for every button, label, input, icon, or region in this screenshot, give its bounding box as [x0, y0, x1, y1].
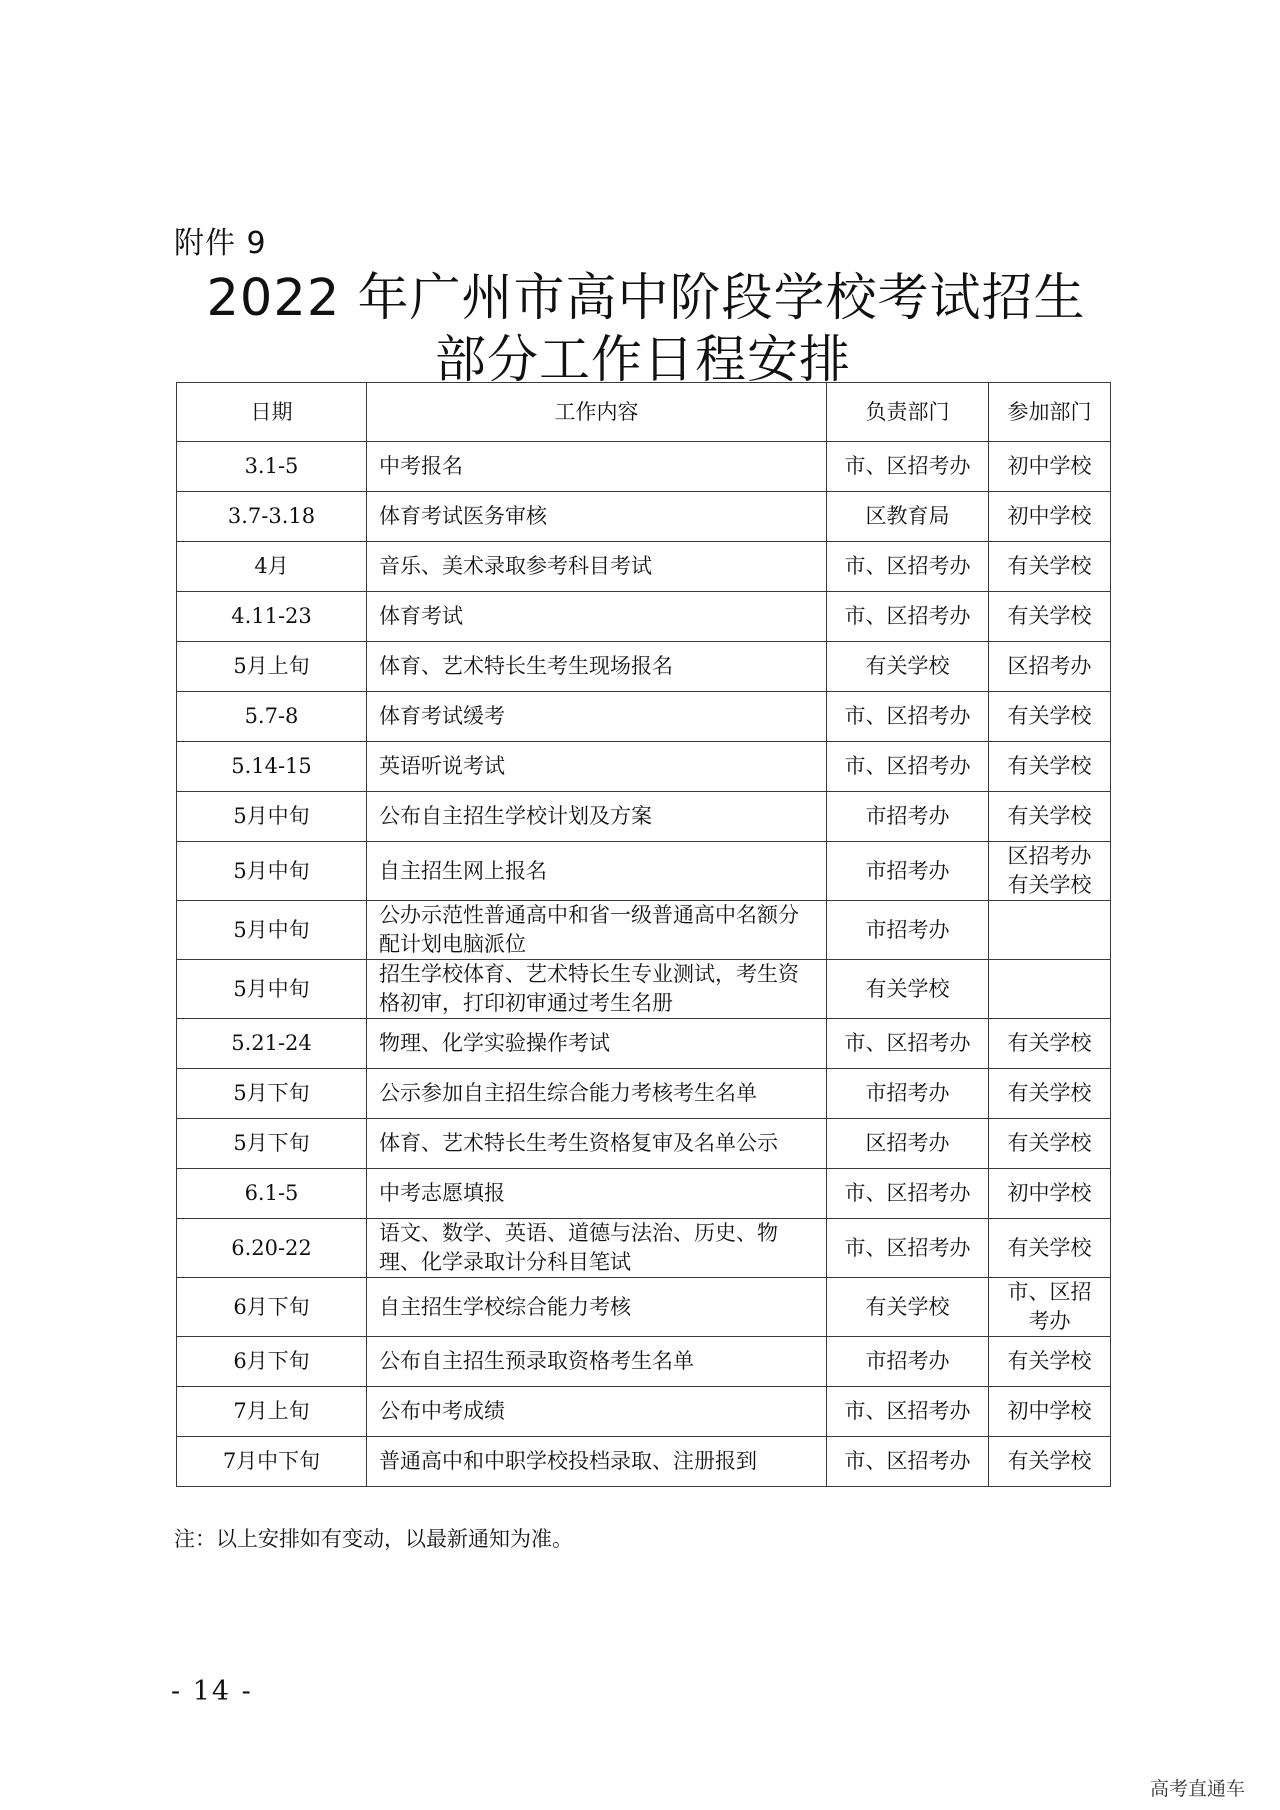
cell-participating: 有关学校 — [989, 1219, 1111, 1278]
cell-task: 招生学校体育、艺术特长生专业测试，考生资格初审，打印初审通过考生名册 — [367, 960, 827, 1019]
cell-date: 4.11-23 — [177, 592, 367, 642]
cell-responsible: 市、区招考办 — [827, 442, 989, 492]
schedule-body — [177, 442, 1111, 1487]
cell-participating: 有关学校 — [989, 742, 1111, 792]
cell-participating: 初中学校 — [989, 1169, 1111, 1219]
cell-date: 6月下旬 — [177, 1278, 367, 1337]
cell-participating: 市、区招考办 — [989, 1278, 1111, 1337]
cell-date: 3.1-5 — [177, 442, 367, 492]
cell-responsible: 市、区招考办 — [827, 542, 989, 592]
table-header-row — [177, 383, 1111, 442]
cell-date: 5月下旬 — [177, 1069, 367, 1119]
cell-date: 3.7-3.18 — [177, 492, 367, 542]
cell-date: 6月下旬 — [177, 1337, 367, 1387]
cell-participating: 有关学校 — [989, 792, 1111, 842]
cell-participating: 初中学校 — [989, 442, 1111, 492]
cell-date: 4月 — [177, 542, 367, 592]
cell-participating: 有关学校 — [989, 1119, 1111, 1169]
table-row — [177, 960, 1111, 1019]
cell-participating — [989, 901, 1111, 960]
cell-task: 体育考试 — [367, 592, 827, 642]
attachment-label: 附件 9 — [174, 226, 267, 261]
cell-responsible: 有关学校 — [827, 1278, 989, 1337]
cell-date: 5月中旬 — [177, 842, 367, 901]
table-row — [177, 1219, 1111, 1278]
cell-responsible: 市、区招考办 — [827, 1387, 989, 1437]
cell-responsible: 市、区招考办 — [827, 592, 989, 642]
header-responsible: 负责部门 — [827, 383, 989, 442]
cell-participating: 初中学校 — [989, 1387, 1111, 1437]
cell-task: 公布自主招生预录取资格考生名单 — [367, 1337, 827, 1387]
cell-participating: 有关学校 — [989, 1019, 1111, 1069]
cell-date: 7月上旬 — [177, 1387, 367, 1437]
cell-task: 公布自主招生学校计划及方案 — [367, 792, 827, 842]
cell-task: 公办示范性普通高中和省一级普通高中名额分配计划电脑派位 — [367, 901, 827, 960]
cell-participating: 有关学校 — [989, 1337, 1111, 1387]
cell-responsible: 市招考办 — [827, 1337, 989, 1387]
cell-task: 中考志愿填报 — [367, 1169, 827, 1219]
cell-date: 5.14-15 — [177, 742, 367, 792]
table-row — [177, 1337, 1111, 1387]
table-row — [177, 1387, 1111, 1437]
cell-date: 5.7-8 — [177, 692, 367, 742]
cell-date: 5月下旬 — [177, 1119, 367, 1169]
cell-task: 英语听说考试 — [367, 742, 827, 792]
cell-date: 7月中下旬 — [177, 1437, 367, 1487]
cell-task: 物理、化学实验操作考试 — [367, 1019, 827, 1069]
cell-task: 自主招生网上报名 — [367, 842, 827, 901]
cell-responsible: 市、区招考办 — [827, 1219, 989, 1278]
cell-responsible: 市招考办 — [827, 842, 989, 901]
cell-responsible: 市、区招考办 — [827, 692, 989, 742]
cell-date: 5月中旬 — [177, 901, 367, 960]
header-date: 日期 — [177, 383, 367, 442]
cell-responsible: 市、区招考办 — [827, 1437, 989, 1487]
cell-responsible: 市、区招考办 — [827, 1019, 989, 1069]
cell-responsible: 区教育局 — [827, 492, 989, 542]
table-row — [177, 901, 1111, 960]
table-row — [177, 792, 1111, 842]
table-row — [177, 1437, 1111, 1487]
document-title-line-1: 2022 年广州市高中阶段学校考试招生 — [206, 269, 1086, 328]
table-row — [177, 1119, 1111, 1169]
cell-participating: 有关学校 — [989, 592, 1111, 642]
cell-task: 体育考试医务审核 — [367, 492, 827, 542]
page-number: - 14 - — [171, 1676, 253, 1707]
header-task: 工作内容 — [367, 383, 827, 442]
cell-participating: 有关学校 — [989, 692, 1111, 742]
header-participating: 参加部门 — [989, 383, 1111, 442]
cell-date: 5月中旬 — [177, 960, 367, 1019]
cell-task: 中考报名 — [367, 442, 827, 492]
cell-participating — [989, 960, 1111, 1019]
cell-responsible: 市招考办 — [827, 901, 989, 960]
cell-participating: 有关学校 — [989, 542, 1111, 592]
cell-responsible: 市招考办 — [827, 1069, 989, 1119]
cell-task: 音乐、美术录取参考科目考试 — [367, 542, 827, 592]
table-row — [177, 1069, 1111, 1119]
table-row — [177, 492, 1111, 542]
cell-task: 体育考试缓考 — [367, 692, 827, 742]
cell-task: 普通高中和中职学校投档录取、注册报到 — [367, 1437, 827, 1487]
document-title-line-2: 部分工作日程安排 — [434, 331, 851, 390]
cell-date: 6.20-22 — [177, 1219, 367, 1278]
cell-task: 语文、数学、英语、道德与法治、历史、物理、化学录取计分科目笔试 — [367, 1219, 827, 1278]
table-row — [177, 542, 1111, 592]
cell-date: 5.21-24 — [177, 1019, 367, 1069]
table-row — [177, 742, 1111, 792]
cell-task: 自主招生学校综合能力考核 — [367, 1278, 827, 1337]
table-row — [177, 642, 1111, 692]
table-row — [177, 692, 1111, 742]
cell-participating: 有关学校 — [989, 1437, 1111, 1487]
cell-participating: 有关学校 — [989, 1069, 1111, 1119]
cell-participating: 区招考办 有关学校 — [989, 842, 1111, 901]
table-row — [177, 1019, 1111, 1069]
table-row — [177, 592, 1111, 642]
table-row — [177, 1278, 1111, 1337]
table-row — [177, 442, 1111, 492]
cell-responsible: 市、区招考办 — [827, 1169, 989, 1219]
cell-task: 体育、艺术特长生考生资格复审及名单公示 — [367, 1119, 827, 1169]
cell-date: 5月上旬 — [177, 642, 367, 692]
cell-date: 6.1-5 — [177, 1169, 367, 1219]
cell-responsible: 市、区招考办 — [827, 742, 989, 792]
cell-participating: 区招考办 — [989, 642, 1111, 692]
cell-task: 公示参加自主招生综合能力考核考生名单 — [367, 1069, 827, 1119]
cell-responsible: 有关学校 — [827, 960, 989, 1019]
footnote: 注：以上安排如有变动，以最新通知为准。 — [174, 1527, 573, 1551]
cell-participating: 初中学校 — [989, 492, 1111, 542]
schedule-table — [176, 382, 1111, 1487]
cell-task: 体育、艺术特长生考生现场报名 — [367, 642, 827, 692]
cell-responsible: 区招考办 — [827, 1119, 989, 1169]
table-row — [177, 1169, 1111, 1219]
table-row — [177, 842, 1111, 901]
cell-responsible: 有关学校 — [827, 642, 989, 692]
watermark-text: 高考直通车 — [1150, 1778, 1246, 1800]
cell-responsible: 市招考办 — [827, 792, 989, 842]
cell-date: 5月中旬 — [177, 792, 367, 842]
cell-task: 公布中考成绩 — [367, 1387, 827, 1437]
